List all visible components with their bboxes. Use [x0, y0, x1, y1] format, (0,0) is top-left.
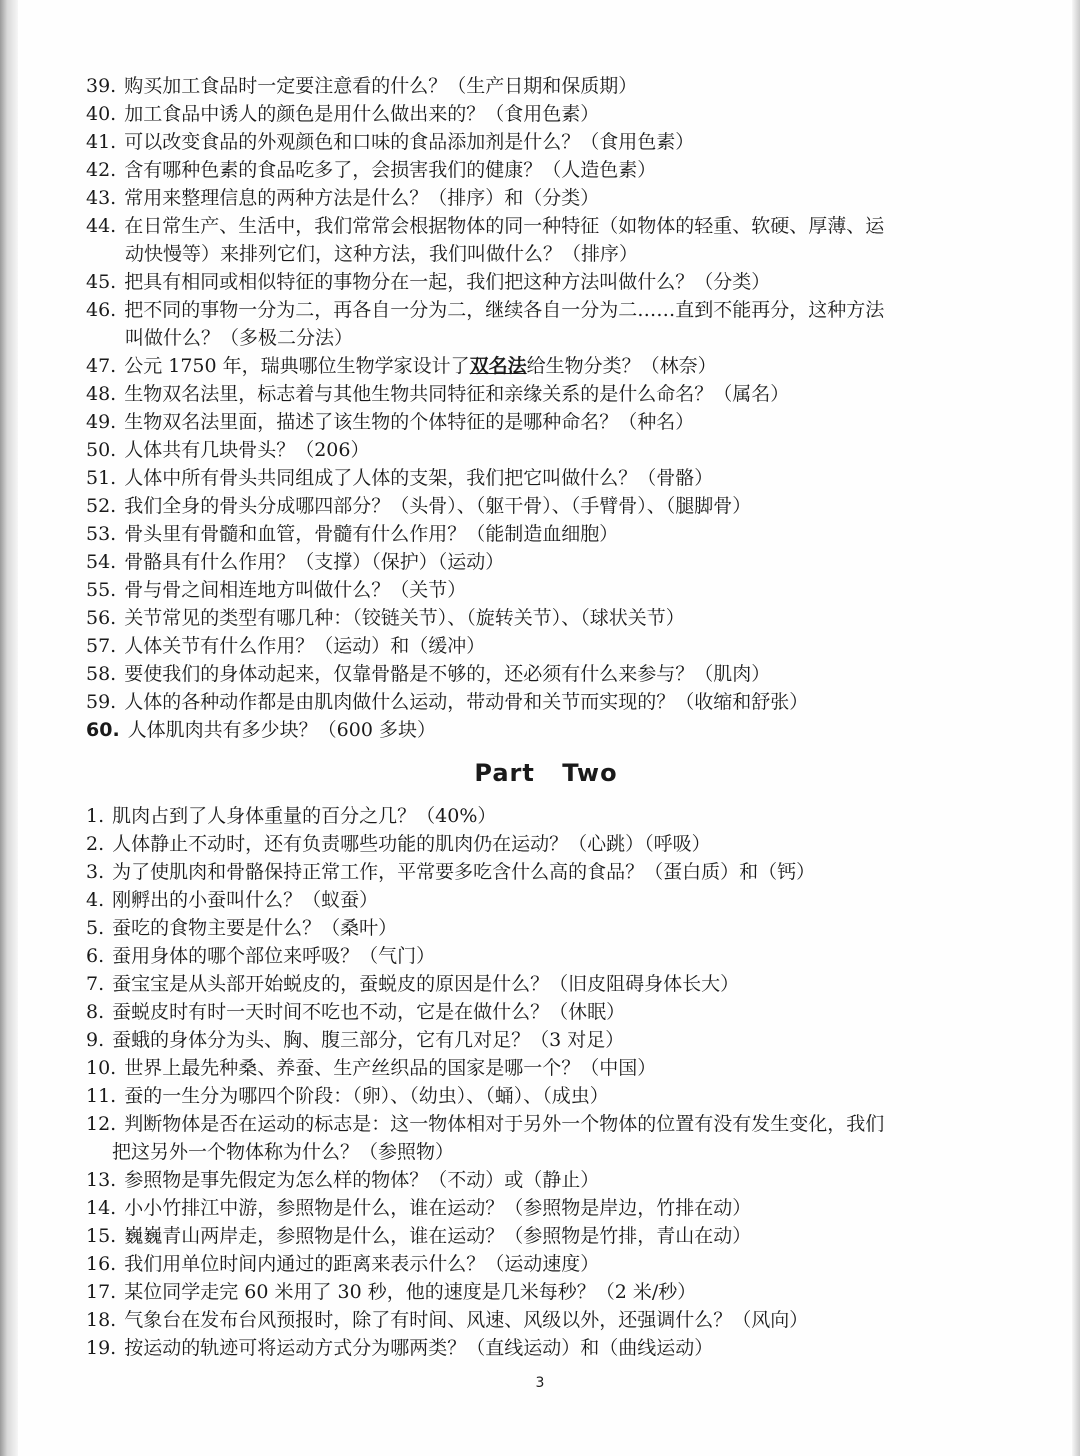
question-number: 18.: [86, 1309, 117, 1331]
question-text: 我们全身的骨头分成哪四部分？（头骨）、（躯干骨）、（手臂骨）、（腿脚骨）: [124, 495, 752, 517]
question-item: [86, 408, 1006, 436]
question-text: 某位同学走完 60 米用了 30 秒，他的速度是几米每秒？（2 米/秒）: [124, 1281, 697, 1303]
question-text: 可以改变食品的外观颜色和口味的食品添加剂是什么？（食用色素）: [124, 131, 695, 153]
question-text: 判断物体是否在运动的标志是：这一物体相对于另外一个物体的位置有没有发生变化，我们: [124, 1113, 885, 1135]
page-shadow-right: [1072, 0, 1080, 1456]
question-item: [86, 492, 1006, 520]
question-number: 11.: [86, 1085, 117, 1107]
question-number: 43.: [86, 187, 117, 209]
question-text: 把不同的事物一分为二，再各自一分为二，继续各自一分为二……直到不能再分，这种方法: [124, 299, 885, 321]
question-number: 46.: [86, 299, 117, 321]
question-text: 生物双名法里，标志着与其他生物共同特征和亲缘关系的是什么命名？（属名）: [124, 383, 790, 405]
question-item: [86, 1166, 1006, 1194]
question-text: 参照物是事先假定为怎么样的物体？（不动）或（静止）: [124, 1169, 600, 1191]
question-item: [86, 1278, 1006, 1306]
question-text: 生物双名法里面，描述了该生物的个体特征的是哪种命名？（种名）: [124, 411, 695, 433]
question-item: [86, 296, 1006, 324]
question-item: [86, 632, 1006, 660]
question-number: 40.: [86, 103, 117, 125]
question-item: [86, 1222, 1006, 1250]
question-text-continuation: 动快慢等）来排列它们，这种方法，我们叫做什么？（排序）: [125, 243, 639, 265]
question-number: 49.: [86, 411, 117, 433]
question-item: [86, 858, 1006, 886]
question-number: 3.: [86, 861, 105, 883]
question-item: [86, 1110, 1006, 1138]
question-number: 57.: [86, 635, 117, 657]
question-number: 47.: [86, 355, 117, 377]
question-text: 要使我们的身体动起来，仅靠骨骼是不够的，还必须有什么来参与？（肌肉）: [124, 663, 771, 685]
question-item: [86, 72, 1006, 100]
question-text: 刚孵出的小蚕叫什么？（蚁蚕）: [112, 889, 379, 911]
question-text: 蚕用身体的哪个部位来呼吸？（气门）: [112, 945, 436, 967]
question-item: [86, 128, 1006, 156]
question-number: 41.: [86, 131, 117, 153]
question-item: [86, 1082, 1006, 1110]
section-title: Part Two: [474, 759, 618, 787]
part-two-question-list: [86, 802, 1006, 1362]
page-number: 3: [535, 1375, 545, 1391]
question-text: 人体肌肉共有多少块？（600 多块）: [127, 719, 436, 741]
question-item: [86, 942, 1006, 970]
question-item: [86, 1334, 1006, 1362]
question-text: 人体静止不动时，还有负责哪些功能的肌肉仍在运动？（心跳）（呼吸）: [112, 833, 711, 855]
question-number: 42.: [86, 159, 117, 181]
question-text: 小小竹排江中游，参照物是什么，谁在运动？（参照物是岸边，竹排在动）: [124, 1197, 752, 1219]
question-number: 52.: [86, 495, 117, 517]
question-text: 肌肉占到了人身体重量的百分之几？（40%）: [112, 805, 497, 827]
question-number: 7.: [86, 973, 105, 995]
question-item: [86, 464, 1006, 492]
question-number: 9.: [86, 1029, 105, 1051]
question-number: 59.: [86, 691, 117, 713]
question-text: 人体中所有骨头共同组成了人体的支架，我们把它叫做什么？（骨骼）: [124, 467, 714, 489]
question-item: [86, 1306, 1006, 1334]
question-number: 10.: [86, 1057, 117, 1079]
question-text: 在日常生产、生活中，我们常常会根据物体的同一种特征（如物体的轻重、软硬、厚薄、运: [124, 215, 885, 237]
part-one-question-list: [86, 72, 1006, 744]
question-item: [86, 830, 1006, 858]
question-item: [86, 184, 1006, 212]
question-item: [86, 212, 1006, 240]
question-number: 39.: [86, 75, 117, 97]
question-number: 45.: [86, 271, 117, 293]
question-text: 蚕的一生分为哪四个阶段：（卵）、（幼虫）、（蛹）、（成虫）: [124, 1085, 609, 1107]
document-content: [86, 72, 1006, 1362]
question-text-post: 给生物分类？（林奈）: [526, 355, 717, 377]
question-text: 购买加工食品时一定要注意看的什么？（生产日期和保质期）: [124, 75, 638, 97]
question-text: 世界上最先种桑、养蚕、生产丝织品的国家是哪一个？（中国）: [124, 1057, 657, 1079]
question-number: 55.: [86, 579, 117, 601]
question-item: [86, 436, 1006, 464]
question-number: 5.: [86, 917, 105, 939]
question-item: [86, 660, 1006, 688]
question-text: 骨骼具有什么作用？（支撑）（保护）（运动）: [124, 551, 505, 573]
question-text-continuation: 叫做什么？（多极二分法）: [125, 327, 354, 349]
question-item: [86, 268, 1006, 296]
question-item: [86, 716, 1006, 744]
question-text: 常用来整理信息的两种方法是什么？（排序）和（分类）: [124, 187, 600, 209]
question-number: 19.: [86, 1337, 117, 1359]
question-item: [86, 352, 1006, 380]
question-number: 54.: [86, 551, 117, 573]
question-text: 巍巍青山两岸走，参照物是什么，谁在运动？（参照物是竹排，青山在动）: [124, 1225, 752, 1247]
question-number: 8.: [86, 1001, 105, 1023]
question-number: 2.: [86, 833, 105, 855]
question-item: [86, 100, 1006, 128]
question-item: [86, 1054, 1006, 1082]
question-text: 蚕宝宝是从头部开始蜕皮的，蚕蜕皮的原因是什么？（旧皮阻碍身体长大）: [112, 973, 740, 995]
question-text: 人体共有几块骨头？（206）: [124, 439, 370, 461]
question-text: 为了使肌肉和骨骼保持正常工作，平常要多吃含什么高的食品？（蛋白质）和（钙）: [112, 861, 816, 883]
question-number: 14.: [86, 1197, 117, 1219]
question-item: [86, 970, 1006, 998]
question-number: 13.: [86, 1169, 117, 1191]
question-text: 含有哪种色素的食品吃多了，会损害我们的健康？（人造色素）: [124, 159, 657, 181]
question-text: 蚕蜕皮时有时一天时间不吃也不动，它是在做什么？（休眠）: [112, 1001, 626, 1023]
question-item: [86, 914, 1006, 942]
question-item: [86, 380, 1006, 408]
question-text: 关节常见的类型有哪几种：（铰链关节）、（旋转关节）、（球状关节）: [124, 607, 685, 629]
question-text: 骨与骨之间相连地方叫做什么？（关节）: [124, 579, 467, 601]
question-item: [86, 520, 1006, 548]
question-number: 4.: [86, 889, 105, 911]
question-text: 加工食品中诱人的颜色是用什么做出来的？（食用色素）: [124, 103, 600, 125]
question-number: 17.: [86, 1281, 117, 1303]
question-text: 气象台在发布台风预报时，除了有时间、风速、风级以外，还强调什么？（风向）: [124, 1309, 809, 1331]
question-text: 蚕蛾的身体分为头、胸、腹三部分，它有几对足？（3 对足）: [112, 1029, 625, 1051]
question-number: 58.: [86, 663, 117, 685]
question-item: [86, 1026, 1006, 1054]
question-number: 44.: [86, 215, 117, 237]
question-item: [86, 1250, 1006, 1278]
question-number: 15.: [86, 1225, 117, 1247]
question-number: 1.: [86, 805, 105, 827]
question-text: 蚕吃的食物主要是什么？（桑叶）: [112, 917, 398, 939]
question-number: 60.: [86, 719, 120, 741]
highlighted-keyword: 双名法: [469, 355, 527, 377]
question-number: 56.: [86, 607, 117, 629]
question-text-pre: 公元 1750 年，瑞典哪位生物学家设计了: [124, 355, 470, 377]
question-item: [86, 688, 1006, 716]
question-text: 骨头里有骨髓和血管，骨髓有什么作用？（能制造血细胞）: [124, 523, 619, 545]
question-item: [86, 576, 1006, 604]
question-text-continuation: 把这另外一个物体称为什么？（参照物）: [112, 1141, 455, 1163]
question-number: 6.: [86, 945, 105, 967]
question-item: [86, 156, 1006, 184]
question-text: 把具有相同或相似特征的事物分在一起，我们把这种方法叫做什么？（分类）: [124, 271, 771, 293]
question-item: [86, 604, 1006, 632]
question-text: 人体关节有什么作用？（运动）和（缓冲）: [124, 635, 486, 657]
question-number: 50.: [86, 439, 117, 461]
question-item: [86, 998, 1006, 1026]
question-number: 16.: [86, 1253, 117, 1275]
question-number: 51.: [86, 467, 117, 489]
question-number: 53.: [86, 523, 117, 545]
question-text: 按运动的轨迹可将运动方式分为哪两类？（直线运动）和（曲线运动）: [124, 1337, 714, 1359]
question-number: 48.: [86, 383, 117, 405]
question-item: [86, 1194, 1006, 1222]
question-text: 我们用单位时间内通过的距离来表示什么？（运动速度）: [124, 1253, 600, 1275]
question-item: [86, 886, 1006, 914]
question-number: 12.: [86, 1113, 117, 1135]
question-text: 人体的各种动作都是由肌肉做什么运动，带动骨和关节而实现的？（收缩和舒张）: [124, 691, 809, 713]
question-item: [86, 802, 1006, 830]
page-shadow-left: [0, 0, 18, 1456]
question-text: [124, 352, 1006, 380]
question-item: [86, 548, 1006, 576]
